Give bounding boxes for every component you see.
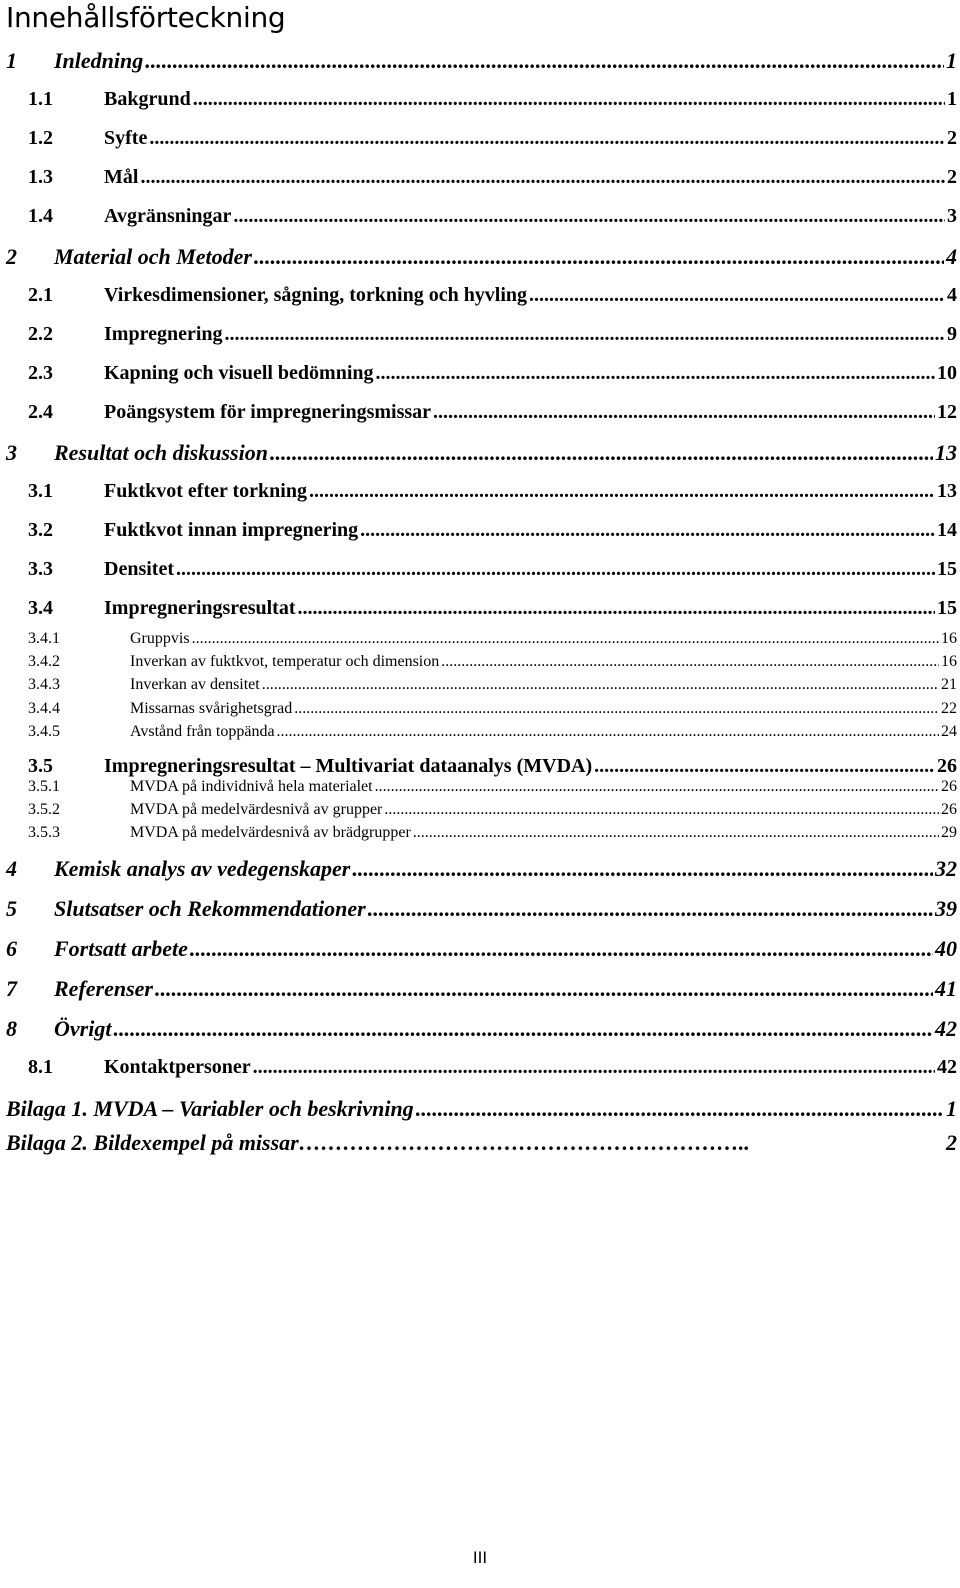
toc-dot-leader xyxy=(113,1016,933,1042)
toc-entry[interactable] xyxy=(0,936,957,966)
toc-entry-title: Referenser xyxy=(54,976,153,1001)
toc-entry-page: 3 xyxy=(947,205,957,227)
toc-entry-page: 14 xyxy=(937,519,957,541)
toc-entry[interactable] xyxy=(0,1130,957,1160)
toc-entry[interactable] xyxy=(0,323,957,351)
toc-dot-leader xyxy=(193,88,945,111)
toc-entry-number: 4 xyxy=(6,856,17,881)
toc-entry-page: 42 xyxy=(935,1016,957,1041)
toc-entry-page: 4 xyxy=(946,244,957,269)
toc-entry-page: 29 xyxy=(941,824,957,841)
toc-entry-number: 3.4.1 xyxy=(28,630,60,647)
toc-entry-title: Poängsystem för impregneringsmissar xyxy=(104,401,432,423)
toc-entry-number: 1 xyxy=(6,48,17,73)
toc-entry-page: 24 xyxy=(941,723,957,740)
toc-entry-page: 10 xyxy=(937,362,957,384)
toc-dot-leader xyxy=(190,936,933,962)
toc-entry-title: Syfte xyxy=(104,127,148,149)
toc-dot-leader xyxy=(413,824,939,842)
toc-entry-number: 2.2 xyxy=(28,323,53,345)
page-number: III xyxy=(472,1548,488,1567)
toc-entry-page: 12 xyxy=(937,401,957,423)
toc-entry-number: 3 xyxy=(6,440,17,465)
toc-dot-leader xyxy=(375,778,939,796)
toc-entry-page: 1 xyxy=(946,1096,957,1121)
toc-entry-title: Fuktkvot innan impregnering xyxy=(104,519,359,541)
toc-entry-page: 26 xyxy=(937,755,957,777)
toc-entry[interactable] xyxy=(0,723,957,743)
toc-entry-number: 3.5.2 xyxy=(28,801,60,818)
toc-entry-number: 8.1 xyxy=(28,1056,53,1078)
toc-entry-title: Virkesdimensioner, sågning, torkning och hyvling xyxy=(104,284,528,306)
toc-entry-number: 3.5 xyxy=(28,755,53,777)
toc-entry-page: 1 xyxy=(946,48,957,73)
toc-entry[interactable] xyxy=(0,401,957,429)
toc-entry-page: 16 xyxy=(941,653,957,670)
toc-entry[interactable] xyxy=(0,700,957,720)
toc-entry[interactable] xyxy=(0,48,957,78)
toc-dot-leader xyxy=(309,480,935,503)
toc-entry[interactable] xyxy=(0,127,957,155)
toc-entry[interactable] xyxy=(0,480,957,508)
toc-entry-title: Inverkan av densitet xyxy=(130,676,260,693)
toc-dot-leader xyxy=(294,700,939,718)
toc-entry[interactable] xyxy=(0,205,957,233)
toc-entry-title: Missarnas svårighetsgrad xyxy=(130,700,293,717)
toc-entry-page: 15 xyxy=(937,597,957,619)
toc-entry-number: 3.4.2 xyxy=(28,653,60,670)
toc-entry[interactable] xyxy=(0,558,957,586)
toc-entry[interactable] xyxy=(0,519,957,547)
toc-entry-page: 42 xyxy=(937,1056,957,1078)
toc-entry-title: Bilaga 1. MVDA – Variabler och beskrivning xyxy=(6,1096,414,1121)
toc-entry-title: Resultat och diskussion xyxy=(54,440,268,465)
toc-entry-number: 1.1 xyxy=(28,88,53,110)
toc-entry-title: Kapning och visuell bedömning xyxy=(104,362,374,384)
toc-entry-number: 3.4.5 xyxy=(28,723,60,740)
toc-entry[interactable] xyxy=(0,630,957,650)
toc-entry-page: 9 xyxy=(947,323,957,345)
toc-dot-leader xyxy=(433,401,935,424)
toc-entry-title: Bilaga 2. Bildexempel på missar…………………………………………………….. xyxy=(6,1130,750,1155)
toc-dot-leader xyxy=(155,976,933,1002)
toc-dot-leader xyxy=(416,1096,944,1122)
toc-entry[interactable] xyxy=(0,676,957,696)
toc-entry[interactable] xyxy=(0,362,957,390)
toc-entry-title: Avstånd från toppända xyxy=(130,723,275,740)
toc-dot-leader xyxy=(192,630,939,648)
toc-entry[interactable] xyxy=(0,976,957,1006)
toc-entry-page: 13 xyxy=(937,480,957,502)
toc-entry-title: Fortsatt arbete xyxy=(54,936,188,961)
toc-entry-number: 3.3 xyxy=(28,558,53,580)
toc-entry-title: MVDA på medelvärdesnivå av brädgrupper xyxy=(130,824,411,841)
toc-entry-page: 16 xyxy=(941,630,957,647)
toc-dot-leader xyxy=(352,856,933,882)
toc-entry[interactable] xyxy=(0,440,957,470)
toc-entry-title: Mål xyxy=(104,166,139,188)
toc-entry-number: 3.2 xyxy=(28,519,53,541)
toc-entry[interactable] xyxy=(0,597,957,625)
toc-dot-leader xyxy=(149,127,945,150)
toc-entry-number: 2.1 xyxy=(28,284,53,306)
toc-dot-leader xyxy=(233,205,945,228)
toc-entry-number: 3.4.3 xyxy=(28,676,60,693)
toc-entry-title: Slutsatser och Rekommendationer xyxy=(54,896,366,921)
toc-entry-page: 13 xyxy=(935,440,957,465)
toc-entry[interactable] xyxy=(0,284,957,312)
toc-entry-title: Inledning xyxy=(54,48,144,73)
toc-entry[interactable] xyxy=(0,824,957,844)
toc-entry-number: 6 xyxy=(6,936,17,961)
toc-dot-leader xyxy=(225,323,945,346)
toc-dot-leader xyxy=(384,801,939,819)
toc-entry[interactable] xyxy=(0,653,957,673)
toc-entry-title: Övrigt xyxy=(54,1016,112,1041)
toc-entry-page: 2 xyxy=(947,127,957,149)
toc-entry-number: 3.5.3 xyxy=(28,824,60,841)
toc-entry-number: 2.3 xyxy=(28,362,53,384)
toc-dot-leader xyxy=(368,896,933,922)
toc-entry-number: 2.4 xyxy=(28,401,53,423)
toc-entry-page: 15 xyxy=(937,558,957,580)
toc-entry[interactable] xyxy=(0,1016,957,1046)
toc-entry[interactable] xyxy=(0,88,957,116)
toc-entry[interactable] xyxy=(0,896,957,926)
toc-dot-leader xyxy=(529,284,945,307)
toc-entry[interactable] xyxy=(0,801,957,821)
toc-entry-page: 1 xyxy=(947,88,957,110)
toc-dot-leader xyxy=(145,48,944,74)
toc-entry-title: Impregnering xyxy=(104,323,223,345)
toc-entry[interactable] xyxy=(0,856,957,886)
toc-entry-title: Bakgrund xyxy=(104,88,191,110)
toc-entry-number: 1.3 xyxy=(28,166,53,188)
toc-entry-page: 22 xyxy=(941,700,957,717)
toc-entry-number: 1.2 xyxy=(28,127,53,149)
toc-entry-number: 1.4 xyxy=(28,205,53,227)
toc-entry-page: 32 xyxy=(935,856,957,881)
toc-entry-title: Avgränsningar xyxy=(104,205,232,227)
toc-entry-page: 21 xyxy=(941,676,957,693)
toc-entry-page: 40 xyxy=(935,936,957,961)
toc-dot-leader xyxy=(253,1056,935,1079)
toc-entry-title: Material och Metoder xyxy=(54,244,252,269)
toc-entry-number: 3.4.4 xyxy=(28,700,60,717)
toc-dot-leader xyxy=(376,362,935,385)
toc-entry-page: 26 xyxy=(941,801,957,818)
toc-entry-title: Densitet xyxy=(104,558,174,580)
page-title: Innehållsförteckning xyxy=(6,1,286,34)
toc-entry-title: Impregneringsresultat xyxy=(104,597,296,619)
toc-entry-title: MVDA på medelvärdesnivå av grupper xyxy=(130,801,383,818)
toc-entry[interactable] xyxy=(0,166,957,194)
toc-entry-page: 39 xyxy=(935,896,957,921)
toc-entry-page: 4 xyxy=(947,284,957,306)
toc-entry[interactable] xyxy=(0,1096,957,1126)
toc-entry-title: MVDA på individnivå hela materialet xyxy=(130,778,373,795)
toc-dot-leader xyxy=(254,244,944,270)
toc-entry-title: Kontaktpersoner xyxy=(104,1056,251,1078)
toc-dot-leader xyxy=(297,597,935,620)
toc-entry-title: Gruppvis xyxy=(130,630,190,647)
toc-entry[interactable] xyxy=(0,244,957,274)
toc-dot-leader xyxy=(176,558,935,581)
toc-entry-page: 2 xyxy=(947,166,957,188)
toc-dot-leader xyxy=(140,166,945,189)
toc-entry-number: 7 xyxy=(6,976,17,1001)
toc-entry-page: 41 xyxy=(935,976,957,1001)
toc-entry-number: 2 xyxy=(6,244,17,269)
toc-entry-title: Inverkan av fuktkvot, temperatur och dimension xyxy=(130,653,440,670)
toc-entry-title: Fuktkvot efter torkning xyxy=(104,480,307,502)
toc-dot-leader xyxy=(270,440,933,466)
toc-entry-page: 26 xyxy=(941,778,957,795)
toc-dot-leader xyxy=(360,519,935,542)
toc-entry-page: 2 xyxy=(946,1130,957,1155)
toc-dot-leader xyxy=(594,755,935,778)
toc-dot-leader xyxy=(441,653,939,671)
toc-dot-leader xyxy=(262,676,939,694)
toc-entry-number: 3.5.1 xyxy=(28,778,60,795)
toc-entry[interactable] xyxy=(0,778,957,798)
toc-entry-title: Kemisk analys av vedegenskaper xyxy=(54,856,351,881)
toc-dot-leader xyxy=(277,723,939,741)
toc-entry-number: 3.4 xyxy=(28,597,53,619)
toc-entry-title: Impregneringsresultat – Multivariat dataanalys (MVDA) xyxy=(104,755,593,777)
toc-entry-number: 8 xyxy=(6,1016,17,1041)
toc-entry-number: 5 xyxy=(6,896,17,921)
toc-entry-number: 3.1 xyxy=(28,480,53,502)
toc-entry[interactable] xyxy=(0,1056,957,1084)
